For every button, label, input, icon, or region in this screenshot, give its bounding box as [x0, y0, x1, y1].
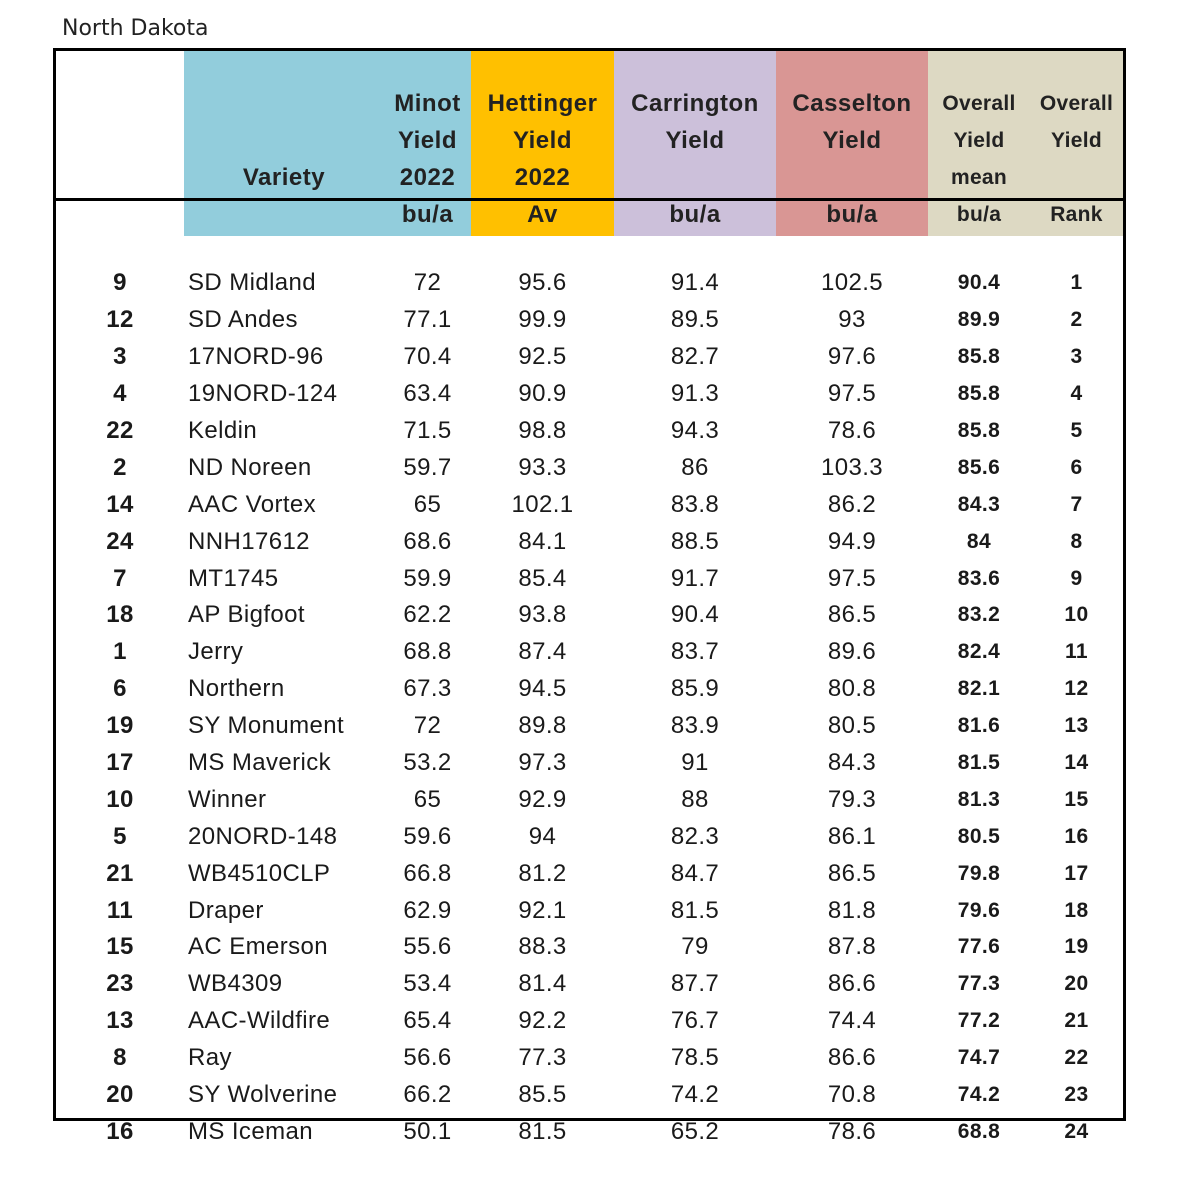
overall-mean-cell: 85.8	[957, 345, 1001, 369]
variety-name-cell: MT1745	[188, 564, 279, 592]
carrington-yield-cell: 86	[681, 453, 709, 481]
casselton-yield-cell: 97.5	[827, 380, 877, 408]
header-minot-line-1: Minot	[394, 90, 461, 117]
variety-name-cell: Winner	[188, 785, 267, 813]
casselton-yield-cell: 80.5	[827, 712, 877, 740]
hettinger-yield-cell: 97.3	[518, 749, 567, 777]
overall-mean-cell: 68.8	[957, 1119, 1001, 1143]
overall-rank-cell: 16	[1064, 824, 1089, 848]
header-hettinger-line-3: 2022	[514, 164, 571, 191]
carrington-yield-cell: 91.7	[670, 564, 720, 592]
casselton-yield-cell: 103.3	[820, 453, 884, 481]
table-row	[56, 413, 1123, 450]
minot-yield-cell: 72	[413, 269, 442, 297]
overall-rank-cell: 20	[1064, 972, 1089, 996]
header-hettinger-line-1: Hettinger	[487, 90, 598, 117]
overall-rank-cell: 6	[1070, 455, 1083, 479]
table-row	[56, 818, 1123, 855]
carrington-yield-cell: 82.3	[670, 822, 720, 850]
hettinger-yield-cell: 89.8	[518, 712, 567, 740]
overall-mean-cell: 82.4	[957, 640, 1001, 664]
minot-yield-cell: 53.4	[403, 970, 452, 998]
hettinger-yield-cell: 92.9	[518, 785, 567, 813]
casselton-yield-cell: 89.6	[827, 638, 877, 666]
casselton-yield-cell: 94.9	[827, 527, 877, 555]
overall-rank-cell: 7	[1070, 492, 1083, 516]
header-minot-line-4: bu/a	[401, 201, 454, 228]
variety-name-cell: MS Iceman	[188, 1117, 313, 1145]
table-row	[56, 671, 1123, 708]
hettinger-yield-cell: 102.1	[511, 490, 574, 518]
variety-name-cell: WB4309	[188, 970, 283, 998]
casselton-yield-cell: 79.3	[827, 785, 877, 813]
overall-mean-cell: 84	[966, 529, 992, 553]
entry-number-cell: 15	[106, 933, 134, 961]
table-row	[56, 1077, 1123, 1114]
hettinger-yield-cell: 92.5	[518, 343, 567, 371]
variety-name-cell: SY Monument	[188, 712, 345, 740]
hettinger-yield-cell: 95.6	[518, 269, 567, 297]
minot-yield-cell: 77.1	[403, 306, 452, 334]
hettinger-yield-cell: 77.3	[518, 1044, 567, 1072]
minot-yield-cell: 59.7	[403, 453, 452, 481]
overall-mean-cell: 77.3	[957, 972, 1001, 996]
hettinger-yield-cell: 81.5	[518, 1117, 567, 1145]
entry-number-cell: 23	[106, 970, 134, 998]
carrington-yield-cell: 83.8	[670, 490, 720, 518]
variety-name-cell: Northern	[188, 675, 285, 703]
hettinger-yield-cell: 85.4	[518, 564, 567, 592]
entry-number-cell: 14	[106, 490, 134, 518]
carrington-yield-cell: 82.7	[670, 343, 720, 371]
header-overall-rank-line-4: Rank	[1050, 203, 1103, 226]
variety-name-cell: Jerry	[188, 638, 244, 666]
table-row	[56, 966, 1123, 1003]
overall-mean-cell: 79.8	[957, 861, 1001, 885]
entry-number-cell: 8	[113, 1044, 127, 1072]
carrington-yield-cell: 94.3	[670, 417, 720, 444]
overall-rank-cell: 11	[1065, 640, 1088, 664]
overall-mean-cell: 83.6	[957, 566, 1001, 590]
minot-yield-cell: 63.4	[403, 380, 452, 408]
overall-mean-cell: 83.2	[957, 603, 1001, 627]
spacer-row	[56, 236, 1123, 265]
header-minot	[384, 51, 471, 236]
header-casselton-line-4: bu/a	[826, 201, 878, 228]
table-row	[56, 302, 1123, 339]
variety-name-cell: ND Noreen	[188, 453, 312, 481]
overall-mean-cell: 77.6	[957, 935, 1001, 959]
overall-rank-cell: 10	[1064, 603, 1089, 627]
hettinger-yield-cell: 92.1	[518, 896, 567, 924]
overall-rank-cell: 5	[1070, 419, 1083, 442]
carrington-yield-cell: 81.5	[670, 896, 720, 924]
overall-rank-cell: 22	[1064, 1046, 1089, 1070]
header-overall-mean-line-4: bu/a	[956, 203, 1002, 226]
minot-yield-cell: 62.2	[403, 601, 452, 629]
table-row	[56, 376, 1123, 413]
overall-rank-cell: 17	[1064, 861, 1089, 885]
overall-rank-cell: 8	[1070, 529, 1083, 553]
table-row	[56, 781, 1123, 818]
carrington-yield-cell: 90.4	[670, 601, 720, 629]
overall-rank-cell: 12	[1064, 677, 1089, 701]
variety-name-cell: AAC-Wildfire	[188, 1007, 331, 1035]
table-row	[56, 597, 1123, 634]
hettinger-yield-cell: 84.1	[518, 527, 567, 555]
minot-yield-cell: 68.8	[403, 638, 452, 666]
variety-name-cell: AC Emerson	[188, 933, 329, 961]
table-row	[56, 1003, 1123, 1040]
header-carrington-line-4: bu/a	[669, 201, 721, 228]
overall-mean-cell: 81.5	[957, 751, 1001, 775]
overall-mean-cell: 85.8	[957, 419, 1001, 442]
minot-yield-cell: 70.4	[403, 343, 452, 371]
minot-yield-cell: 65.4	[403, 1007, 452, 1035]
table-row	[56, 560, 1123, 597]
header-overall-rank-line-2: Yield	[1051, 129, 1102, 152]
variety-name-cell: Ray	[188, 1044, 232, 1072]
header-overall-mean-line-3: mean	[950, 166, 1008, 189]
overall-rank-cell: 24	[1064, 1119, 1089, 1143]
overall-mean-cell: 81.6	[957, 714, 1001, 738]
casselton-yield-cell: 78.6	[827, 417, 877, 444]
overall-mean-cell: 74.7	[957, 1046, 1001, 1070]
casselton-yield-cell: 74.4	[827, 1007, 877, 1035]
entry-number-cell: 22	[106, 417, 134, 444]
header-casselton	[776, 51, 928, 236]
entry-number-cell: 4	[113, 380, 127, 408]
casselton-yield-cell: 97.6	[827, 343, 877, 371]
minot-yield-cell: 67.3	[403, 675, 452, 703]
casselton-yield-cell: 86.6	[827, 970, 877, 998]
entry-number-cell: 18	[106, 601, 134, 629]
table-row	[56, 486, 1123, 523]
header-hettinger-line-2: Yield	[513, 127, 572, 154]
overall-mean-cell: 74.2	[957, 1083, 1001, 1107]
casselton-yield-cell: 86.6	[827, 1044, 877, 1072]
overall-rank-cell: 23	[1064, 1083, 1089, 1107]
entry-number-cell: 2	[113, 453, 127, 481]
casselton-yield-cell: 78.6	[827, 1117, 877, 1145]
entry-number-cell: 19	[106, 712, 134, 740]
overall-mean-cell: 82.1	[957, 677, 1001, 701]
entry-number-cell: 21	[106, 859, 134, 887]
hettinger-yield-cell: 90.9	[518, 380, 567, 408]
minot-yield-cell: 68.6	[403, 527, 452, 555]
casselton-yield-cell: 84.3	[827, 749, 877, 777]
overall-mean-cell: 89.9	[957, 308, 1001, 332]
header-carrington-line-2: Yield	[665, 127, 725, 154]
casselton-yield-cell: 86.2	[827, 490, 877, 518]
header-overall-mean	[928, 51, 1030, 236]
casselton-yield-cell: 86.5	[827, 859, 877, 887]
minot-yield-cell: 62.9	[403, 896, 452, 924]
hettinger-yield-cell: 81.4	[518, 970, 567, 998]
overall-rank-cell: 14	[1064, 751, 1089, 775]
casselton-yield-cell: 86.1	[827, 822, 877, 850]
variety-name-cell: SD Andes	[188, 306, 298, 334]
casselton-yield-cell: 102.5	[820, 269, 884, 297]
overall-rank-cell: 21	[1064, 1009, 1089, 1033]
casselton-yield-cell: 81.8	[827, 896, 877, 924]
carrington-yield-cell: 89.5	[670, 306, 720, 334]
yield-table-frame	[53, 48, 1126, 1145]
table-row	[56, 708, 1123, 745]
minot-yield-cell: 66.2	[403, 1081, 452, 1109]
hettinger-yield-cell: 88.3	[518, 933, 567, 961]
header-overall-mean-line-2: Yield	[953, 129, 1005, 152]
casselton-yield-cell: 80.8	[827, 675, 877, 703]
variety-name-cell: 19NORD-124	[188, 380, 338, 408]
hettinger-yield-cell: 99.9	[518, 306, 567, 334]
minot-yield-cell: 72	[413, 712, 442, 740]
carrington-yield-cell: 88	[681, 785, 709, 813]
overall-mean-cell: 77.2	[957, 1009, 1001, 1033]
overall-mean-cell: 84.3	[957, 492, 1001, 516]
entry-number-cell: 24	[106, 527, 134, 555]
header-row	[56, 51, 1123, 236]
table-body	[56, 236, 1123, 1150]
minot-yield-cell: 50.1	[403, 1117, 452, 1145]
entry-number-cell: 12	[106, 306, 134, 334]
casselton-yield-cell: 86.5	[827, 601, 877, 629]
overall-rank-cell: 15	[1064, 787, 1089, 811]
header-overall-rank	[1030, 51, 1123, 236]
minot-yield-cell: 71.5	[403, 417, 452, 444]
minot-yield-cell: 65	[413, 490, 442, 518]
carrington-yield-cell: 91.3	[670, 380, 720, 408]
variety-name-cell: SD Midland	[188, 269, 317, 297]
header-casselton-line-2: Yield	[822, 127, 882, 154]
carrington-yield-cell: 76.7	[670, 1007, 720, 1035]
table-row	[56, 339, 1123, 376]
hettinger-yield-cell: 94	[528, 822, 557, 850]
casselton-yield-cell: 93	[838, 306, 866, 334]
carrington-yield-cell: 83.7	[670, 638, 720, 666]
entry-number-cell: 7	[113, 564, 127, 592]
carrington-yield-cell: 85.9	[670, 675, 720, 703]
hettinger-yield-cell: 94.5	[518, 675, 567, 703]
casselton-yield-cell: 70.8	[827, 1081, 877, 1109]
casselton-yield-cell: 97.5	[827, 564, 877, 592]
table-row	[56, 523, 1123, 560]
entry-number-cell: 3	[113, 343, 127, 371]
overall-mean-cell: 80.5	[957, 824, 1001, 848]
entry-number-cell: 16	[106, 1117, 134, 1145]
overall-mean-cell: 79.6	[957, 898, 1001, 922]
carrington-yield-cell: 65.2	[670, 1117, 720, 1145]
minot-yield-cell: 59.9	[403, 564, 452, 592]
header-casselton-line-3	[776, 159, 928, 196]
variety-name-cell: Draper	[188, 896, 264, 924]
entry-number-cell: 10	[106, 785, 134, 813]
header-variety-line-1: Variety	[242, 164, 326, 191]
page-title: North Dakota	[62, 16, 209, 41]
minot-yield-cell: 55.6	[403, 933, 452, 961]
hettinger-yield-cell: 87.4	[518, 638, 567, 666]
variety-name-cell: NNH17612	[188, 527, 310, 555]
header-minot-line-2: Yield	[398, 127, 457, 154]
carrington-yield-cell: 74.2	[670, 1081, 720, 1109]
variety-name-cell: 17NORD-96	[188, 343, 324, 371]
table-row	[56, 855, 1123, 892]
variety-name-cell: MS Maverick	[188, 749, 332, 777]
yield-table	[56, 51, 1123, 1150]
header-divider	[56, 198, 1123, 201]
carrington-yield-cell: 84.7	[670, 859, 720, 887]
header-minot-line-3: 2022	[399, 164, 456, 191]
table-row	[56, 892, 1123, 929]
minot-yield-cell: 66.8	[403, 859, 452, 887]
header-overall-mean-line-1: Overall	[942, 92, 1016, 115]
entry-number-cell: 11	[106, 896, 134, 924]
table-row	[56, 634, 1123, 671]
variety-name-cell: 20NORD-148	[188, 822, 338, 850]
variety-name-cell: WB4510CLP	[188, 859, 331, 887]
overall-mean-cell: 81.3	[957, 787, 1001, 811]
overall-rank-cell: 2	[1070, 308, 1083, 332]
table-row	[56, 265, 1123, 302]
header-carrington-line-1: Carrington	[631, 90, 759, 117]
carrington-yield-cell: 87.7	[670, 970, 720, 998]
minot-yield-cell: 59.6	[403, 822, 452, 850]
casselton-yield-cell: 87.8	[827, 933, 877, 961]
overall-mean-cell: 85.8	[957, 382, 1001, 406]
entry-number-cell: 9	[113, 269, 127, 297]
overall-rank-cell: 1	[1070, 271, 1083, 295]
entry-number-cell: 5	[113, 822, 127, 850]
hettinger-yield-cell: 85.5	[518, 1081, 567, 1109]
entry-number-cell: 20	[106, 1081, 134, 1109]
header-hettinger	[471, 51, 614, 236]
entry-number-cell: 1	[113, 638, 127, 666]
header-variety	[184, 51, 384, 236]
variety-name-cell: AAC Vortex	[188, 490, 317, 518]
table-row	[56, 929, 1123, 966]
header-hettinger-line-4: Av	[527, 201, 558, 228]
table-row	[56, 449, 1123, 486]
minot-yield-cell: 65	[413, 785, 442, 813]
minot-yield-cell: 56.6	[403, 1044, 452, 1072]
entry-number-cell: 13	[106, 1007, 134, 1035]
table-row	[56, 745, 1123, 782]
header-carrington	[614, 51, 776, 236]
hettinger-yield-cell: 93.3	[518, 453, 567, 481]
overall-rank-cell: 13	[1064, 714, 1089, 738]
carrington-yield-cell: 91.4	[670, 269, 720, 297]
variety-name-cell: SY Wolverine	[188, 1081, 338, 1109]
header-overall-rank-line-3	[1030, 159, 1123, 196]
overall-rank-cell: 3	[1070, 345, 1083, 369]
table-row	[56, 1113, 1123, 1150]
header-number	[56, 51, 184, 236]
table-row	[56, 1040, 1123, 1077]
variety-name-cell: Keldin	[188, 417, 258, 444]
overall-mean-cell: 90.4	[957, 271, 1001, 295]
overall-mean-cell: 85.6	[957, 455, 1001, 479]
hettinger-yield-cell: 98.8	[518, 417, 567, 444]
carrington-yield-cell: 78.5	[670, 1044, 720, 1072]
overall-rank-cell: 18	[1064, 898, 1089, 922]
hettinger-yield-cell: 81.2	[518, 859, 567, 887]
header-casselton-line-1: Casselton	[792, 90, 912, 117]
carrington-yield-cell: 83.9	[670, 712, 720, 740]
minot-yield-cell: 53.2	[403, 749, 452, 777]
header-carrington-line-3	[614, 159, 776, 196]
overall-rank-cell: 9	[1070, 566, 1083, 590]
header-overall-rank-line-1: Overall	[1039, 92, 1114, 115]
overall-rank-cell: 4	[1070, 382, 1083, 406]
hettinger-yield-cell: 93.8	[518, 601, 567, 629]
entry-number-cell: 17	[106, 749, 134, 777]
carrington-yield-cell: 88.5	[670, 527, 720, 555]
overall-rank-cell: 19	[1064, 935, 1089, 959]
entry-number-cell: 6	[113, 675, 127, 703]
hettinger-yield-cell: 92.2	[518, 1007, 567, 1035]
variety-name-cell: AP Bigfoot	[188, 601, 305, 629]
carrington-yield-cell: 91	[681, 749, 709, 777]
carrington-yield-cell: 79	[681, 933, 709, 961]
